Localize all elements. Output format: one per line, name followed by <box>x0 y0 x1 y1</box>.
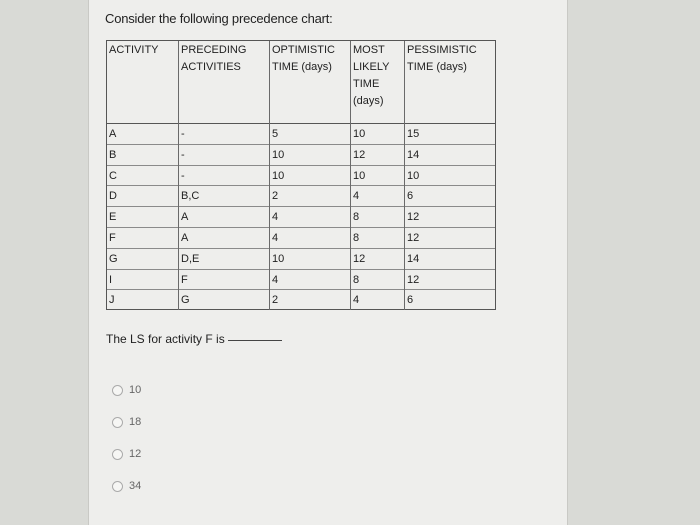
header-optimistic-time: OPTIMISTIC TIME (days) <box>270 41 351 123</box>
cell-preceding: A <box>179 206 270 227</box>
cell-pessimistic: 6 <box>407 294 414 307</box>
fill-in-text: The LS for activity F is <box>106 332 225 346</box>
answer-option[interactable] <box>112 414 141 430</box>
question-prompt: Consider the following precedence chart: <box>105 11 333 26</box>
answer-blank <box>228 340 282 341</box>
answer-option[interactable] <box>112 478 141 494</box>
cell-pessimistic: 14 <box>407 252 420 265</box>
table-row <box>107 269 495 291</box>
cell-optimistic: 4 <box>270 269 351 290</box>
cell-optimistic: 4 <box>270 227 351 248</box>
radio-button[interactable] <box>112 417 123 428</box>
table-row <box>107 289 495 310</box>
table-row <box>107 144 495 166</box>
cell-activity: B <box>107 144 179 165</box>
header-preceding-activities: PRECEDING ACTIVITIES <box>179 41 270 123</box>
cell-most-likely: 4 <box>351 289 405 310</box>
cell-preceding: - <box>179 165 270 186</box>
cell-most-likely: 8 <box>351 269 405 290</box>
cell-preceding: - <box>179 144 270 165</box>
cell-most-likely: 12 <box>351 144 405 165</box>
cell-pessimistic: 12 <box>407 232 420 244</box>
table-row <box>107 227 495 249</box>
cell-optimistic: 10 <box>270 248 351 269</box>
cell-optimistic: 4 <box>270 206 351 227</box>
cell-pessimistic: 12 <box>407 211 420 224</box>
cell-preceding: - <box>179 123 270 144</box>
cell-most-likely: 8 <box>351 227 405 248</box>
cell-preceding: G <box>179 289 270 310</box>
cell-activity: D <box>107 185 179 206</box>
cell-optimistic: 2 <box>270 289 351 310</box>
option-label: 34 <box>129 480 142 492</box>
answer-option[interactable] <box>112 382 141 398</box>
cell-activity: A <box>107 123 179 144</box>
cell-most-likely: 12 <box>351 248 405 269</box>
question-panel <box>88 0 568 525</box>
cell-activity: I <box>107 269 179 290</box>
cell-pessimistic: 6 <box>407 190 414 203</box>
radio-button[interactable] <box>112 481 123 492</box>
fill-in-question <box>106 332 282 346</box>
option-label: 12 <box>129 448 142 460</box>
cell-pessimistic: 12 <box>407 273 420 286</box>
cell-optimistic: 10 <box>270 165 351 186</box>
cell-activity: C <box>107 165 179 186</box>
cell-pessimistic: 15 <box>407 128 420 140</box>
table-row <box>107 206 495 228</box>
radio-button[interactable] <box>112 449 123 460</box>
precedence-table <box>106 40 496 310</box>
radio-button[interactable] <box>112 385 123 396</box>
header-activity: ACTIVITY <box>107 41 179 123</box>
header-most-likely-time: MOST LIKELY TIME (days) <box>351 41 405 123</box>
cell-pessimistic: 14 <box>407 148 420 161</box>
cell-preceding: B,C <box>179 185 270 206</box>
table-row <box>107 248 495 270</box>
table-header-row <box>107 41 495 124</box>
cell-most-likely: 10 <box>351 165 405 186</box>
cell-activity: F <box>107 227 179 248</box>
cell-most-likely: 4 <box>351 185 405 206</box>
cell-activity: J <box>107 289 179 310</box>
cell-optimistic: 10 <box>270 144 351 165</box>
table-row <box>107 165 495 187</box>
cell-activity: E <box>107 206 179 227</box>
cell-preceding: A <box>179 227 270 248</box>
cell-most-likely: 10 <box>351 123 405 144</box>
cell-most-likely: 8 <box>351 206 405 227</box>
table-row <box>107 185 495 207</box>
cell-preceding: D,E <box>179 248 270 269</box>
cell-optimistic: 5 <box>270 123 351 144</box>
cell-optimistic: 2 <box>270 185 351 206</box>
answer-option[interactable] <box>112 446 141 462</box>
header-pessimistic-time: PESSIMISTIC TIME (days) <box>407 44 477 73</box>
cell-pessimistic: 10 <box>407 169 420 182</box>
cell-activity: G <box>107 248 179 269</box>
option-label: 18 <box>129 416 142 428</box>
table-row <box>107 123 495 145</box>
cell-preceding: F <box>179 269 270 290</box>
option-label: 10 <box>129 384 142 396</box>
